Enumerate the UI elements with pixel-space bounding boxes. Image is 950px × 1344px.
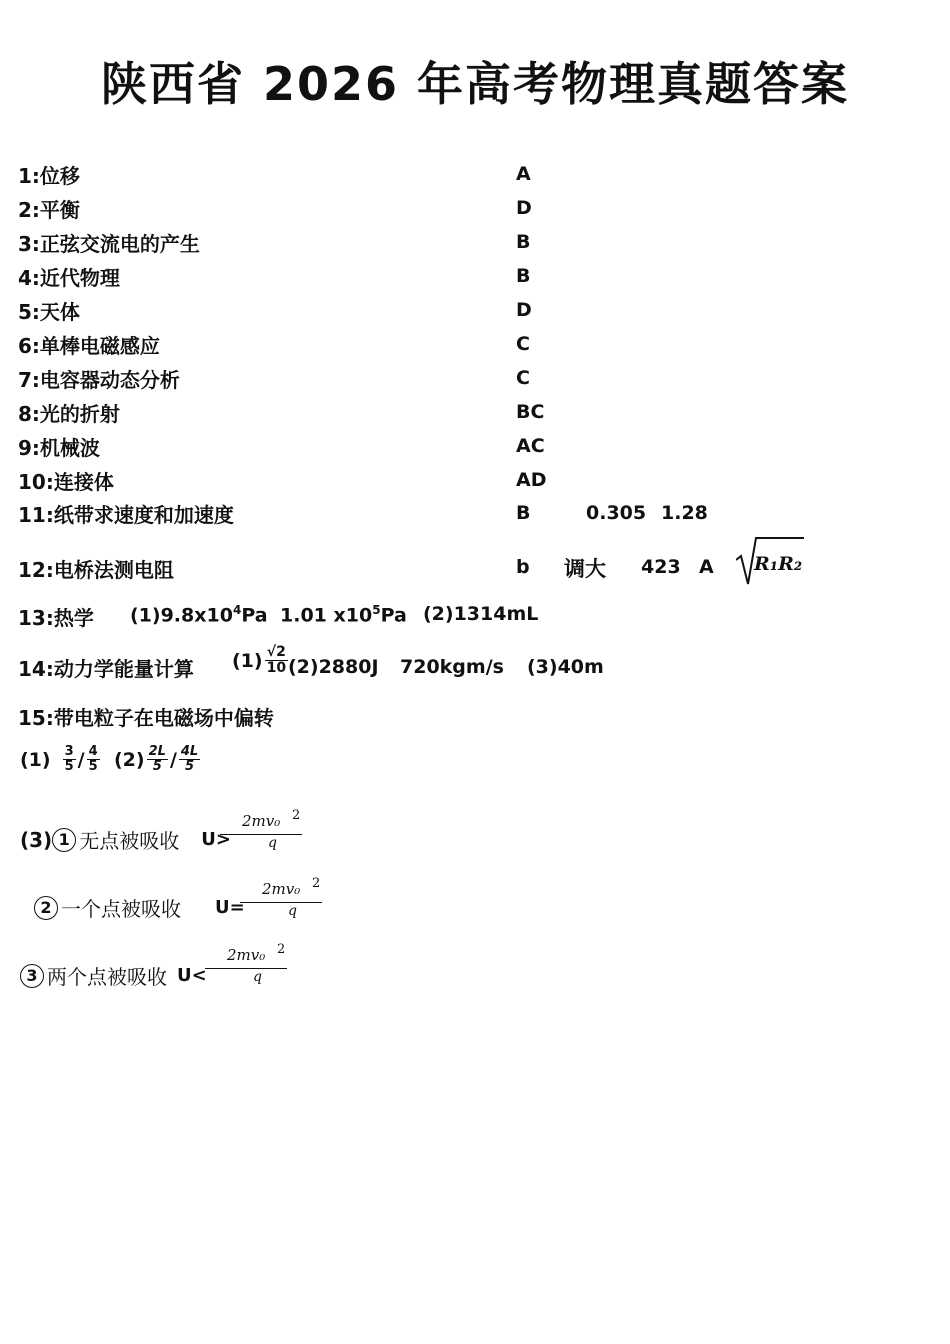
question-13-part-2-unit: Pa: [380, 604, 407, 627]
question-13-part-1: [130, 603, 268, 626]
fraction-exponent: 2: [292, 808, 301, 823]
fraction-numerator: √2: [266, 644, 286, 660]
case-1-relation: U>: [201, 829, 231, 850]
question-2-label: 2:平衡: [18, 198, 80, 222]
question-13-part-1-value: (1)9.8x10: [130, 604, 233, 627]
question-13-part-1-exponent: 4: [232, 603, 242, 617]
slash-separator: /: [169, 748, 177, 771]
question-3-answer: B: [516, 231, 531, 253]
question-6-label: 6:单棒电磁感应: [18, 334, 160, 358]
question-9-label: 9:机械波: [18, 436, 100, 460]
question-15-part-1-prefix: (1): [20, 748, 51, 771]
question-4-answer: B: [516, 265, 531, 287]
fraction-denominator: 5: [64, 759, 74, 775]
circled-number-2: 2: [34, 896, 58, 920]
question-12-answer-2: 调大: [564, 557, 606, 581]
question-11-answer: B: [516, 502, 531, 524]
circled-number-3: 3: [20, 964, 44, 988]
fraction-exponent: 2: [312, 876, 321, 891]
question-14-part-1-prefix: (1): [232, 649, 263, 672]
question-2-answer: D: [516, 197, 532, 219]
question-8-label: 8:光的折射: [18, 402, 120, 426]
case-2-relation: U=: [215, 897, 245, 918]
question-9-answer: AC: [516, 435, 545, 457]
case-1-line: [20, 825, 231, 854]
case-2-text: 一个点被吸收: [61, 897, 181, 921]
question-13-part-3: (2)1314mL: [423, 603, 539, 625]
case-2-line: [34, 893, 245, 922]
question-15-part-3-prefix: (3): [20, 827, 53, 852]
question-13-part-2-value: 1.01 x10: [280, 604, 373, 627]
question-5-label: 5:天体: [18, 300, 80, 324]
question-13-part-1-unit: Pa: [241, 604, 268, 627]
question-15-label: 15:带电粒子在电磁场中偏转: [18, 706, 274, 730]
question-14-part-2: (2)2880J: [288, 656, 379, 678]
page-title: 陕西省 2026 年高考物理真题答案: [100, 57, 850, 111]
fraction-numerator: 2L: [148, 744, 166, 759]
question-14-part-4: (3)40m: [527, 656, 604, 678]
fraction-denominator: 5: [152, 759, 162, 775]
case-3-text: 两个点被吸收: [47, 965, 167, 989]
fraction-denominator: q: [288, 903, 297, 919]
case-3-relation: U<: [177, 965, 207, 986]
question-13-label: 13:热学: [18, 606, 94, 630]
fraction-denominator: 5: [88, 759, 98, 775]
fraction-numerator: 2mv₀: [242, 812, 281, 830]
question-14-part-3: 720kgm/s: [400, 656, 504, 678]
question-12-answer-1: b: [516, 556, 530, 578]
fraction-four-fifths: [87, 745, 100, 775]
fraction-denominator: 5: [185, 759, 195, 775]
question-11-acceleration: 1.28: [661, 502, 708, 524]
circled-number-1: 1: [52, 828, 76, 852]
question-4-label: 4:近代物理: [18, 266, 120, 290]
question-7-answer: C: [516, 367, 530, 389]
question-12-answer-4: A: [699, 556, 714, 578]
fraction-4l-fifths: [179, 745, 200, 775]
question-12-answer-3: 423: [641, 556, 681, 578]
question-1-label: 1:位移: [18, 164, 80, 188]
fraction-numerator: 4L: [180, 744, 199, 759]
fraction-exponent: 2: [277, 942, 286, 957]
question-13-part-2: [280, 603, 407, 626]
fraction-denominator: q: [253, 969, 262, 985]
case-2-fraction: [240, 876, 322, 919]
fraction-denominator: 10: [266, 660, 287, 677]
question-12-answer-5: R₁R₂: [754, 553, 803, 575]
fraction-2l-fifths: [147, 745, 168, 775]
question-1-answer: A: [516, 163, 531, 185]
case-3-fraction: [205, 942, 287, 985]
question-14-part-1: [232, 645, 290, 677]
question-11-label: 11:纸带求速度和加速度: [18, 503, 234, 527]
fraction-numerator: 2mv₀: [227, 946, 266, 964]
question-10-label: 10:连接体: [18, 470, 114, 494]
question-10-answer: AD: [516, 469, 547, 491]
fraction-numerator: 3: [64, 744, 74, 759]
fraction-numerator: 4: [88, 744, 98, 759]
question-13-part-2-exponent: 5: [372, 603, 381, 617]
case-1-text: 无点被吸收: [79, 829, 180, 853]
question-15-part-2-prefix: (2): [114, 748, 145, 771]
question-5-answer: D: [516, 299, 532, 321]
question-8-answer: BC: [516, 401, 545, 423]
fraction-three-fifths: [63, 745, 76, 775]
question-7-label: 7:电容器动态分析: [18, 368, 180, 392]
case-1-fraction: [220, 808, 302, 851]
fraction-numerator: 2mv₀: [262, 880, 301, 898]
slash-separator: /: [77, 748, 85, 771]
question-14-label: 14:动力学能量计算: [18, 657, 194, 681]
case-3-line: [20, 961, 207, 990]
question-3-label: 3:正弦交流电的产生: [18, 232, 200, 256]
fraction-denominator: q: [268, 835, 277, 851]
question-15-part-2: [114, 745, 202, 775]
question-11-velocity: 0.305: [586, 502, 647, 524]
question-15-part-1: [20, 745, 102, 775]
question-14-fraction: [265, 645, 288, 677]
question-6-answer: C: [516, 333, 530, 355]
question-12-label: 12:电桥法测电阻: [18, 558, 174, 582]
